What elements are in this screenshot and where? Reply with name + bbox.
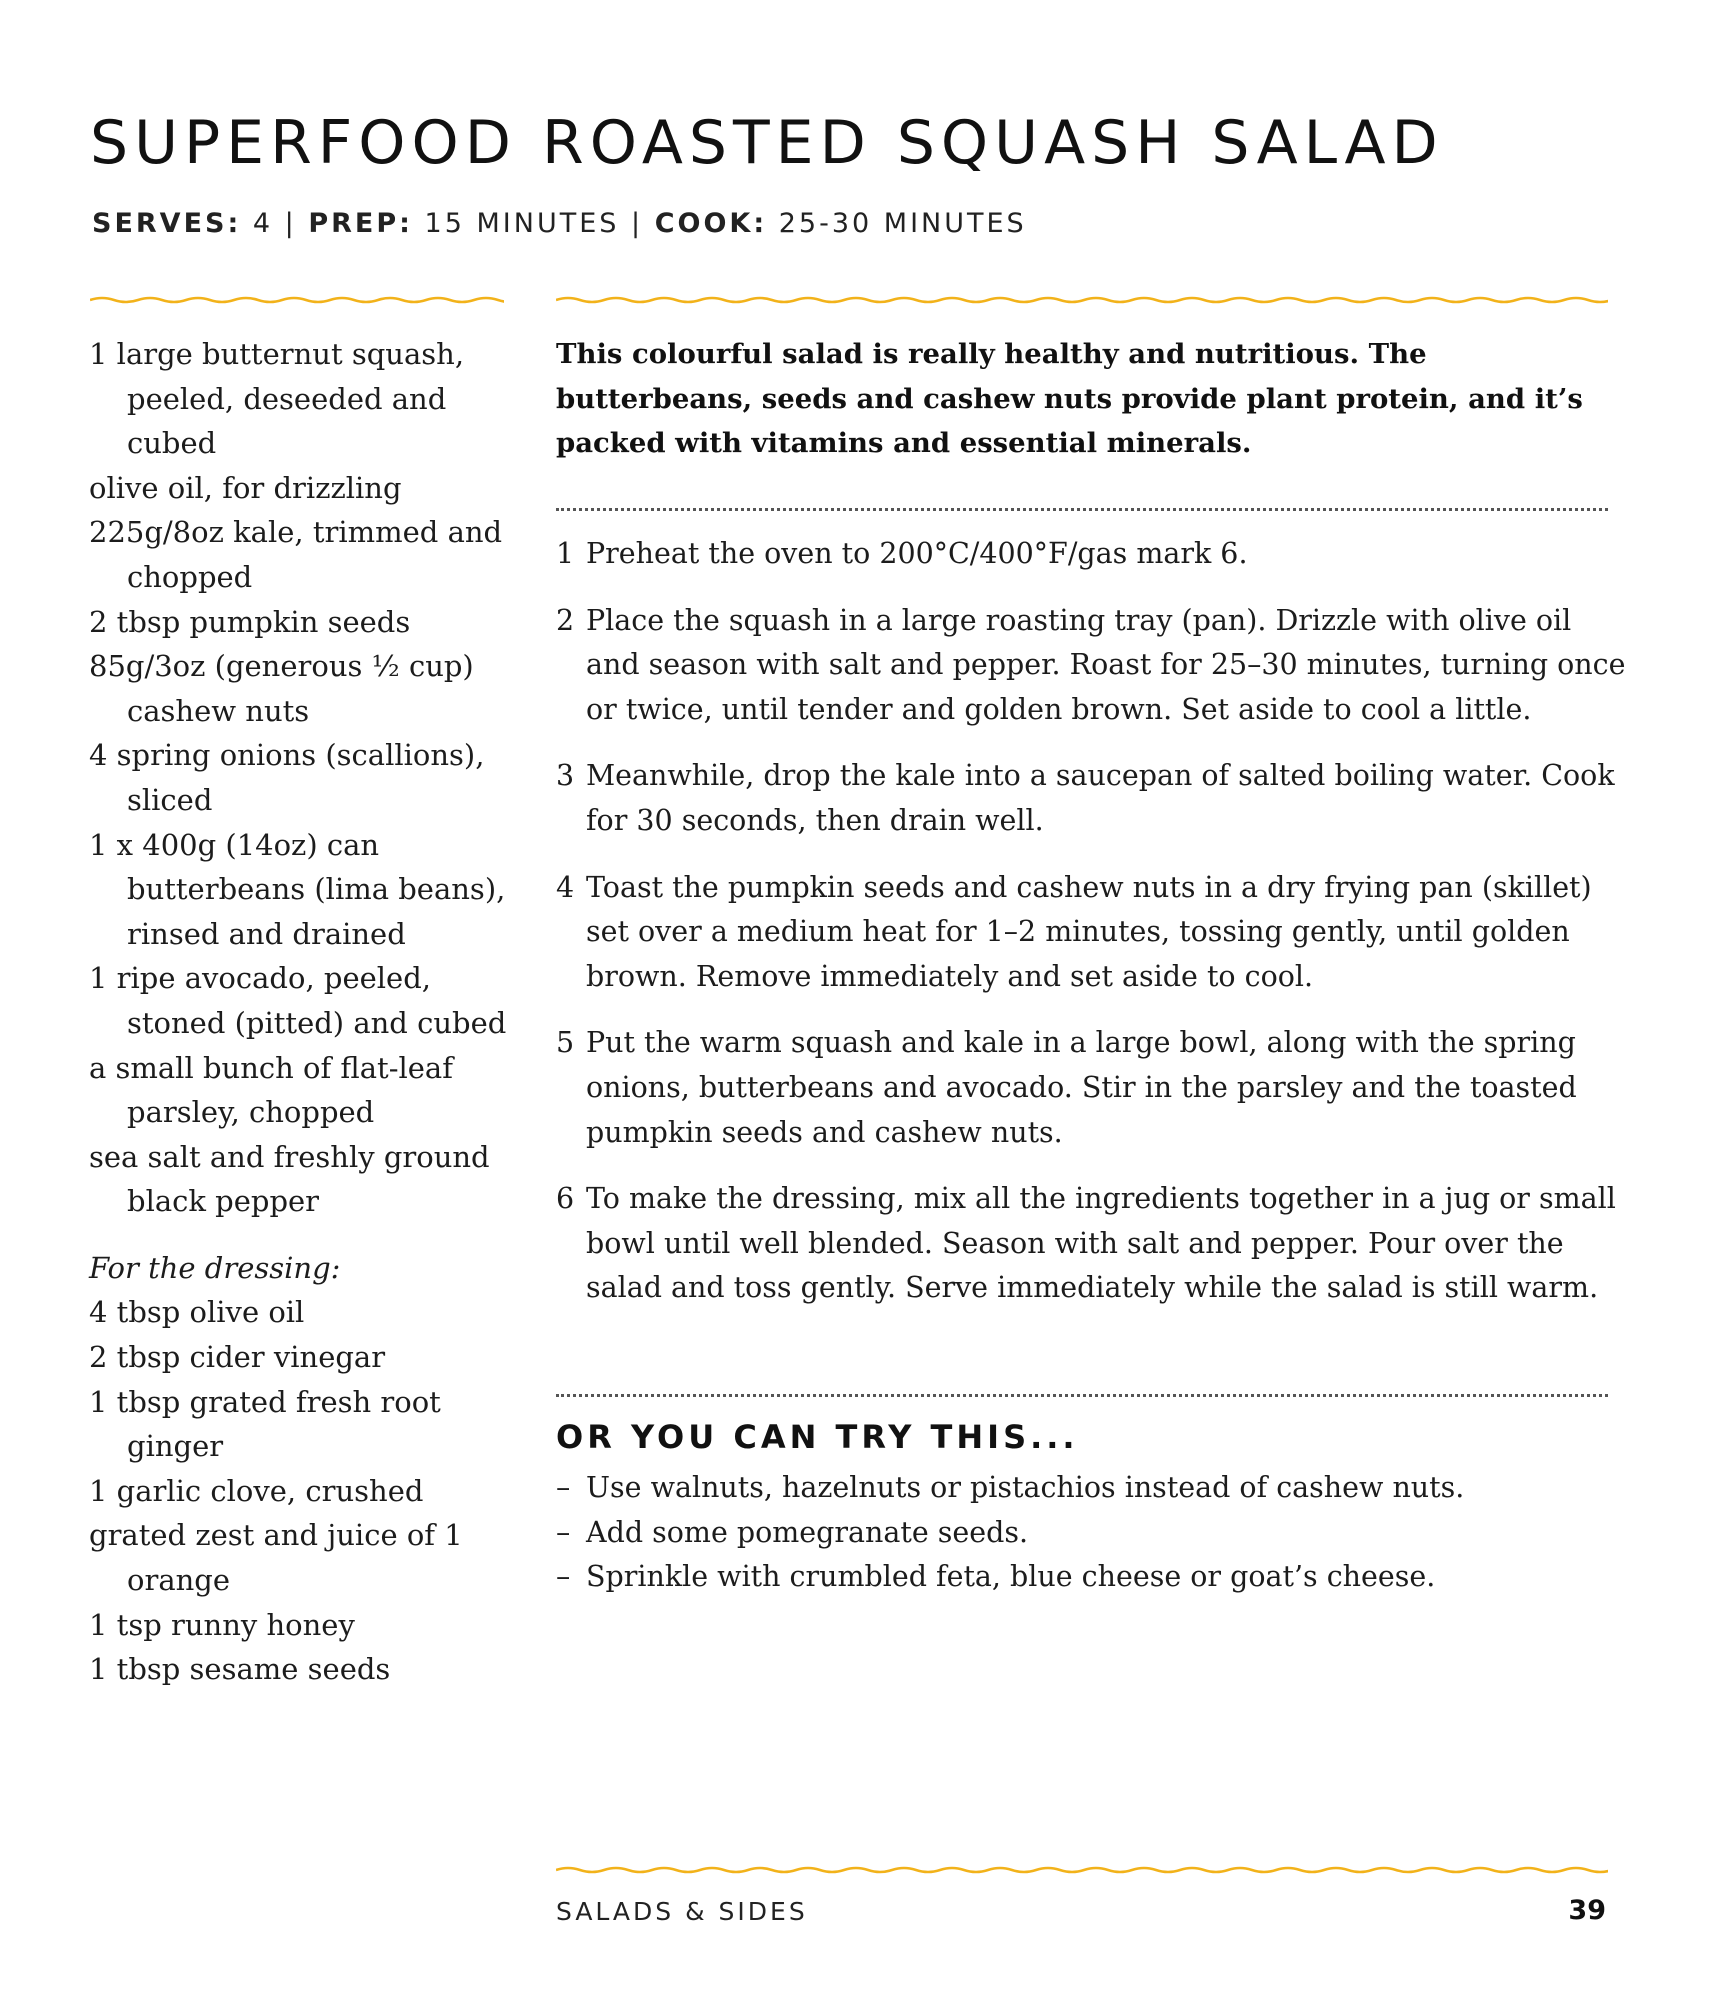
step-text: Toast the pumpkin seeds and cashew nuts in a dry frying pan (skillet) set over a medium heat for 1–2 minutes, tossing gently, until golden brown. Remove immediately and set aside to cool. [586,870,1592,993]
method-wave-divider [556,292,1608,308]
ingredient-item: a small bunch of flat-leaf parsley, chopped [89,1050,453,1130]
bullet-dash: – [556,1560,571,1594]
ingredient-item: 2 tbsp pumpkin seeds [89,604,411,639]
step-number: 6 [556,1182,575,1216]
variations-list [556,1466,1626,1600]
step-text: Preheat the oven to 200°C/400°F/gas mark 6. [586,537,1248,570]
ingredient-item: sea salt and freshly ground black pepper [89,1139,490,1219]
method-step [556,532,1626,577]
dressing-item: 4 tbsp olive oil [89,1295,305,1330]
dressing-item: 1 tbsp sesame seeds [89,1652,391,1687]
step-number: 3 [556,759,575,793]
step-number: 4 [556,870,575,904]
step-number: 5 [556,1026,575,1060]
method-step [556,1021,1626,1155]
dotted-divider [556,508,1608,511]
cook-label: COOK: [654,208,768,239]
method-steps [556,532,1626,1333]
serves-value: 4 [252,208,274,239]
method-step [556,866,1626,1000]
ingredient-item: 1 large butternut squash, peeled, deseeded and cubed [89,337,465,461]
step-text: Place the squash in a large roasting tray (pan). Drizzle with olive oil and season with salt and pepper. Roast for 25–30 minutes, turning once or twice, until tender and golden brown. Set aside to cool a little. [586,603,1626,726]
ingredient-item: olive oil, for drizzling [89,470,402,505]
ingredients-list [89,332,529,1692]
recipe-intro: This colourful salad is really healthy and nutritious. The butterbeans, seeds and cashew nuts provide plant protein, and it’s packed with vitamins and essential minerals. [556,338,1583,460]
ingredient-item: 1 ripe avocado, peeled, stoned (pitted) and cubed [89,961,507,1040]
meta-separator: | [631,208,644,239]
variation-text: Sprinkle with crumbled feta, blue cheese or goat’s cheese. [586,1560,1436,1594]
dressing-item: grated zest and juice of 1 orange [89,1518,463,1598]
dressing-item: 1 garlic clove, crushed [89,1473,424,1508]
ingredient-item: 85g/3oz (generous ½ cup) cashew nuts [89,649,474,728]
step-text: To make the dressing, mix all the ingredients together in a jug or small bowl until well blended. Season with salt and pepper. Pour over the salad and toss gently. Serve immediately while the salad is still warm. [586,1182,1616,1305]
dotted-divider [556,1394,1608,1397]
dressing-heading: For the dressing: [89,1250,341,1285]
variation-text: Use walnuts, hazelnuts or pistachios instead of cashew nuts. [586,1471,1465,1504]
method-step [556,1177,1626,1311]
step-number: 2 [556,603,575,637]
dressing-item: 1 tsp runny honey [89,1607,355,1642]
page-title: SUPERFOOD ROASTED SQUASH SALAD [90,108,1444,178]
serves-label: SERVES: [92,208,242,239]
variation-item [556,1511,1626,1556]
dressing-item: 2 tbsp cider vinegar [89,1340,386,1375]
step-text: Put the warm squash and kale in a large bowl, along with the spring onions, butterbeans and avocado. Stir in the parsley and the toasted pumpkin seeds and cashew nuts. [586,1026,1577,1149]
page-number: 39 [1568,1895,1606,1926]
variation-item [556,1555,1626,1600]
dressing-item: 1 tbsp grated fresh root ginger [89,1384,441,1464]
ingredients-wave-divider [90,292,504,308]
variations-heading: OR YOU CAN TRY THIS... [556,1418,1079,1456]
variation-item [556,1466,1626,1511]
ingredient-item: 225g/8oz kale, trimmed and chopped [89,515,503,594]
step-number: 1 [556,537,575,570]
ingredient-item: 4 spring onions (scallions), sliced [89,738,485,817]
recipe-meta [92,208,1027,239]
bullet-dash: – [556,1515,571,1549]
meta-separator: | [284,208,297,239]
variation-text: Add some pomegranate seeds. [586,1515,1029,1549]
footer-section-name: SALADS & SIDES [556,1897,808,1926]
method-step [556,599,1626,733]
footer-wave-divider [556,1862,1608,1878]
bullet-dash: – [556,1471,571,1504]
cook-value: 25-30 MINUTES [778,208,1027,239]
prep-value: 15 MINUTES [424,208,620,239]
prep-label: PREP: [308,208,413,239]
ingredient-item: 1 x 400g (14oz) can butterbeans (lima beans), rinsed and drained [89,827,506,951]
step-text: Meanwhile, drop the kale into a saucepan of salted boiling water. Cook for 30 seconds, then drain well. [586,759,1615,837]
method-step [556,754,1626,843]
